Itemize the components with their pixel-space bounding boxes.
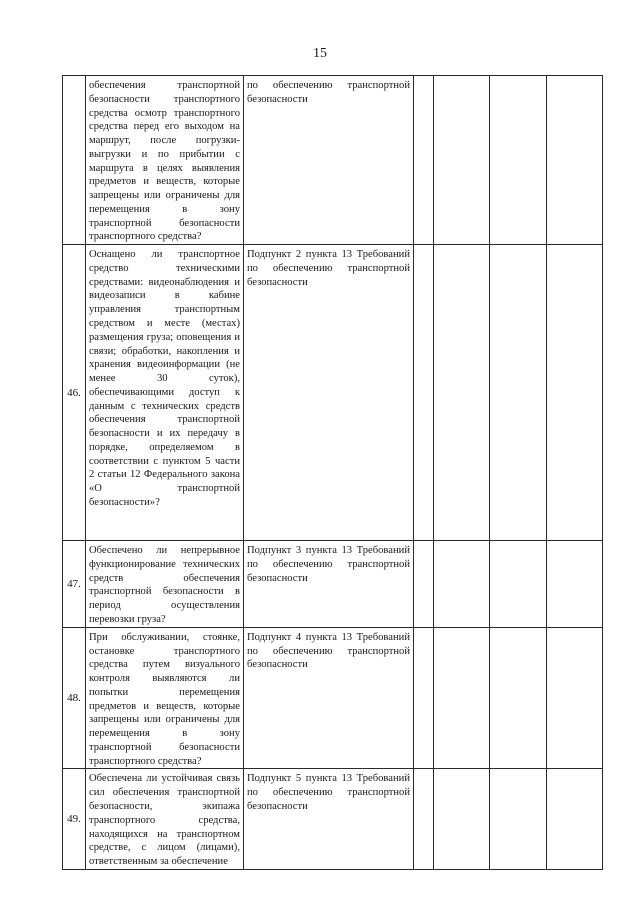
answer-cell — [434, 769, 490, 869]
legal-basis-cell: Подпункт 4 пункта 13 Требований по обеспечению транспортной безопасности — [244, 627, 414, 769]
row-number: 46. — [63, 245, 86, 541]
answer-cell — [547, 76, 603, 245]
answer-cell — [414, 245, 434, 541]
table-row — [63, 541, 603, 628]
answer-cell — [414, 76, 434, 245]
question-cell: Обеспечена ли устойчивая связь сил обеспечения транспортной безопасности, экипажа транспортного средства, находящихся на транспортном средстве, с лицом (лицами), ответственным за обеспечение — [86, 769, 244, 869]
answer-cell — [547, 769, 603, 869]
row-number: 48. — [63, 627, 86, 769]
answer-cell — [434, 76, 490, 245]
question-cell: обеспечения транспортной безопасности транспортного средства осмотр транспортного средства перед его выходом на маршрут, после погрузки-выгрузки и по прибытии с маршрута в целях выявления предметов и веществ, которые запрещены или ограничены для перемещения в зону транспортной безопасности транспортного средства? — [86, 76, 244, 245]
answer-cell — [434, 627, 490, 769]
table-row — [63, 627, 603, 769]
answer-cell — [490, 627, 547, 769]
row-number — [63, 76, 86, 245]
legal-basis-cell: Подпункт 2 пункта 13 Требований по обеспечению транспортной безопасности — [244, 245, 414, 541]
question-cell: Обеспечено ли непрерывное функционирование технических средств обеспечения транспортной безопасности в период осуществления перевозки груза? — [86, 541, 244, 628]
answer-cell — [490, 76, 547, 245]
answer-cell — [490, 541, 547, 628]
checklist-table — [62, 75, 603, 870]
page-number: 15 — [313, 46, 327, 61]
answer-cell — [490, 245, 547, 541]
table-row — [63, 769, 603, 869]
answer-cell — [547, 627, 603, 769]
legal-basis-cell: по обеспечению транспортной безопасности — [244, 76, 414, 245]
row-number: 49. — [63, 769, 86, 869]
answer-cell — [434, 541, 490, 628]
legal-basis-cell: Подпункт 3 пункта 13 Требований по обеспечению транспортной безопасности — [244, 541, 414, 628]
legal-basis-cell: Подпункт 5 пункта 13 Требований по обеспечению транспортной безопасности — [244, 769, 414, 869]
answer-cell — [434, 245, 490, 541]
answer-cell — [547, 245, 603, 541]
table-row — [63, 245, 603, 541]
row-number: 47. — [63, 541, 86, 628]
answer-cell — [414, 769, 434, 869]
question-cell: При обслуживании, стоянке, остановке транспортного средства путем визуального контроля выявляются ли попытки перемещения предметов и веществ, которые запрещены или ограничены для перемещения в зону транспортной безопасности транспортного средства? — [86, 627, 244, 769]
question-cell: Оснащено ли транспортное средство техническими средствами: видеонаблюдения и видеозаписи в кабине управления транспортным средством и месте (местах) размещения груза; оповещения и связи; обработки, накопления и хранения видеоинформации (не менее 30 суток), обеспечивающими доступ к данным с технических средств обеспечения транспортной безопасности и их передачу в порядке, определяемом в соответствии с пунктом 5 части 2 статьи 12 Федерального закона «О транспортной безопасности»? — [86, 245, 244, 541]
table-row — [63, 76, 603, 245]
answer-cell — [414, 541, 434, 628]
answer-cell — [490, 769, 547, 869]
answer-cell — [414, 627, 434, 769]
answer-cell — [547, 541, 603, 628]
